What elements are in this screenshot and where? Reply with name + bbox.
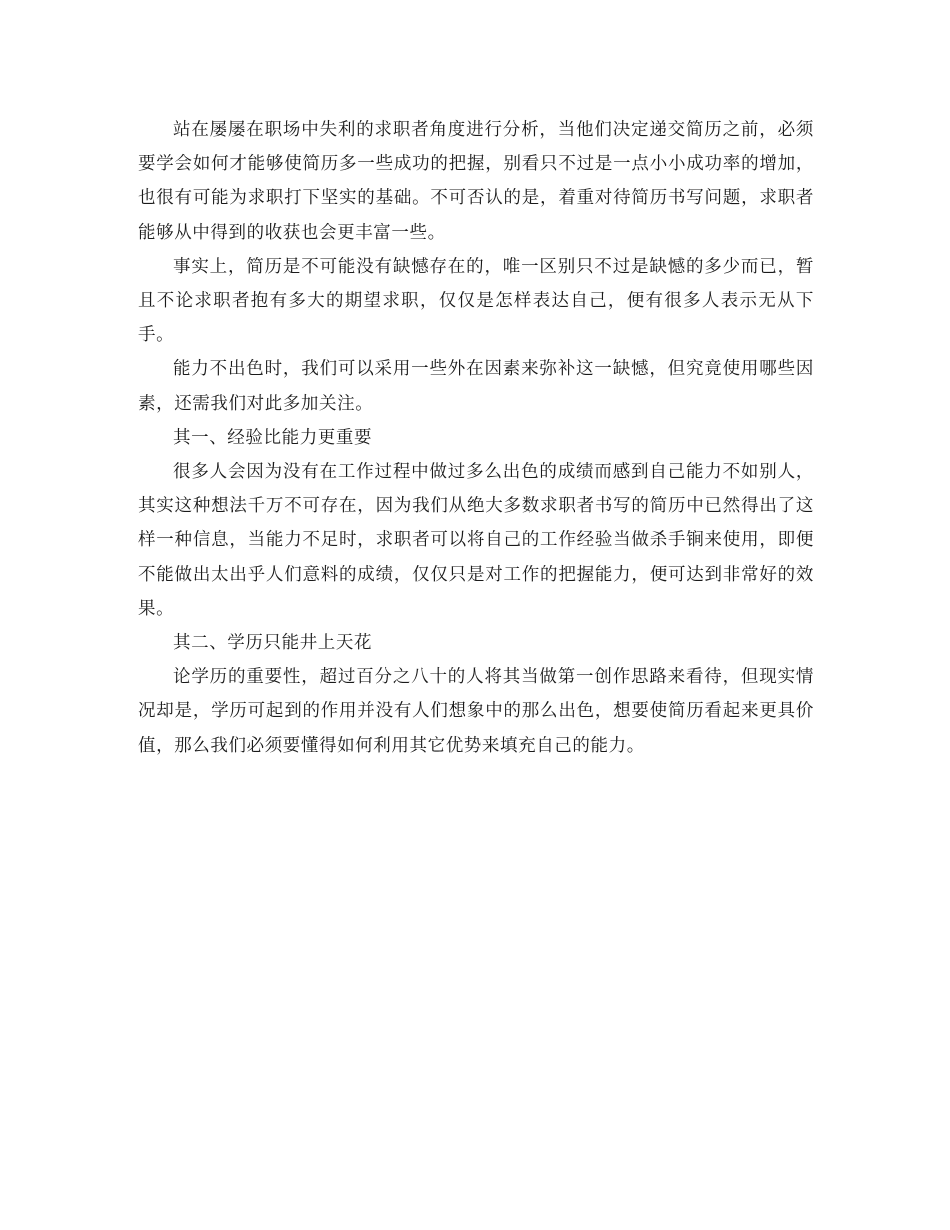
paragraph-external-factors: 能力不出色时，我们可以采用一些外在因素来弥补这一缺憾，但究竟使用哪些因素，还需我们对此多加关注。 bbox=[138, 359, 814, 414]
heading-experience: 其一、经验比能力更重要 bbox=[173, 427, 373, 448]
document-body bbox=[138, 113, 814, 763]
paragraph-intro: 站在屡屡在职场中失利的求职者角度进行分析，当他们决定递交简历之前，必须要学会如何才能够使简历多一些成功的把握，别看只不过是一点小小成功率的增加，也很有可能为求职打下坚实的基础。不可否认的是，着重对待简历书写问题，求职者能够从中得到的收获也会更丰富一些。 bbox=[138, 120, 814, 243]
paragraph-experience: 很多人会因为没有在工作过程中做过多么出色的成绩而感到自己能力不如别人，其实这种想法千万不可存在，因为我们从绝大多数求职者书写的简历中已然得出了这样一种信息，当能力不足时，求职者可以将自己的工作经验当做杀手锏来使用，即便不能做出太出乎人们意料的成绩，仅仅只是对工作的把握能力，便可达到非常好的效果。 bbox=[138, 462, 814, 619]
paragraph-education: 论学历的重要性，超过百分之八十的人将其当做第一创作思路来看待，但现实情况却是，学历可起到的作用并没有人们想象中的那么出色，想要使简历看起来更具价值，那么我们必须要懂得如何利用其它优势来填充自己的能力。 bbox=[138, 667, 814, 756]
heading-education: 其二、学历只能井上天花 bbox=[173, 633, 373, 654]
paragraph-resume-flaws: 事实上，简历是不可能没有缺憾存在的，唯一区别只不过是缺憾的多少而已，暂且不论求职者抱有多大的期望求职，仅仅是怎样表达自己，便有很多人表示无从下手。 bbox=[138, 256, 814, 346]
